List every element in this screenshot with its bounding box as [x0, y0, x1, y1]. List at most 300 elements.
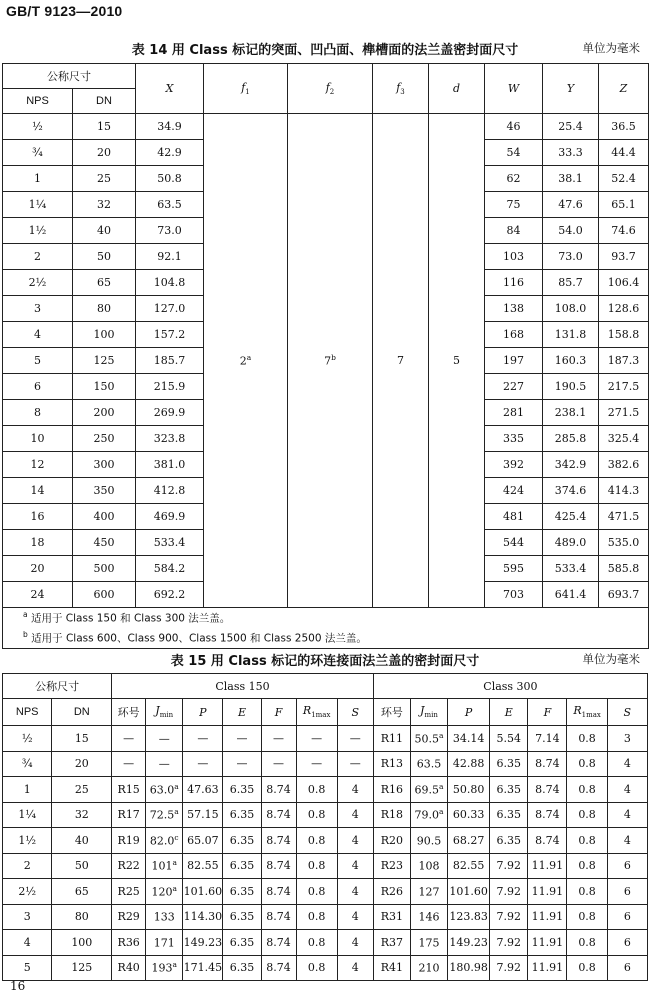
c300-s-cell: 6 — [607, 930, 647, 956]
d-cell: 544 — [485, 530, 543, 556]
c150-header-f: F — [261, 699, 296, 726]
table15-row — [3, 955, 648, 981]
c300-header-j: $J_{min}$ — [410, 699, 447, 726]
c300-f-cell: 7.14 — [528, 726, 567, 752]
c300-e-cell: 7.92 — [490, 853, 528, 879]
c300-f-cell: 8.74 — [528, 802, 567, 828]
dn-cell: 125 — [73, 348, 136, 374]
c150-f-cell: 8.74 — [261, 853, 296, 879]
header-x: X — [136, 64, 204, 114]
c300-ring-no-cell: R13 — [373, 751, 410, 777]
c300-ring-no-cell: R26 — [373, 879, 410, 905]
c150-header-p: P — [183, 699, 223, 726]
c300-p-cell: 60.33 — [448, 802, 490, 828]
w-cell: 285.8 — [543, 426, 599, 452]
c300-e-cell: 6.35 — [490, 828, 528, 854]
nps-cell: 1¼ — [3, 802, 52, 828]
nps-cell: 2½ — [3, 270, 73, 296]
dn-cell: 80 — [73, 296, 136, 322]
c300-j-min-cell: 79.0$^a$ — [410, 802, 447, 828]
c300-p-cell: 180.98 — [448, 955, 490, 981]
nps-cell: 1½ — [3, 828, 52, 854]
c300-ring-no-cell: R11 — [373, 726, 410, 752]
c300-r1max-cell: 0.8 — [567, 879, 607, 905]
c150-j-min-cell: 101$^a$ — [146, 853, 183, 879]
table15-row — [3, 879, 648, 905]
nps-cell: ½ — [3, 114, 73, 140]
x-cell: 50.8 — [136, 166, 204, 192]
c150-ring-no-cell: R29 — [112, 904, 146, 930]
c300-j-min-cell: 69.5$^a$ — [410, 777, 447, 803]
c150-p-cell: 82.55 — [183, 853, 223, 879]
w-cell: 25.4 — [543, 114, 599, 140]
c300-f-cell: 11.91 — [528, 904, 567, 930]
c150-e-cell: 6.35 — [223, 777, 261, 803]
c150-ring-no-cell: R22 — [112, 853, 146, 879]
table14-title: 表 14 用 Class 标记的突面、凹凸面、榫槽面的法兰盖密封面尺寸 — [131, 43, 519, 58]
c150-e-cell: 6.35 — [223, 828, 261, 854]
y-cell: 106.4 — [599, 270, 649, 296]
c150-e-cell: 6.35 — [223, 853, 261, 879]
nps-cell: 2 — [3, 853, 52, 879]
c150-r1max-cell: 0.8 — [296, 802, 337, 828]
c150-e-cell: — — [223, 726, 261, 752]
c150-e-cell: 6.35 — [223, 955, 261, 981]
nps-cell: 2½ — [3, 879, 52, 905]
header-f3: $f_3$ — [373, 64, 429, 114]
d-cell: 595 — [485, 556, 543, 582]
c150-p-cell: 47.63 — [183, 777, 223, 803]
y-cell: 52.4 — [599, 166, 649, 192]
page-number: 16 — [10, 979, 26, 993]
c300-ring-no-cell: R31 — [373, 904, 410, 930]
table14-unit: 单位为毫米 — [582, 41, 640, 55]
c300-header-f: F — [528, 699, 567, 726]
c150-s-cell: 4 — [337, 828, 373, 854]
y-cell: 535.0 — [599, 530, 649, 556]
f1-merged-cell: 2$^a$ — [204, 114, 288, 608]
c150-f-cell: — — [261, 726, 296, 752]
c150-ring-no-cell: R19 — [112, 828, 146, 854]
table15-row — [3, 777, 648, 803]
w-cell: 85.7 — [543, 270, 599, 296]
c300-f-cell: 8.74 — [528, 751, 567, 777]
w-cell: 54.0 — [543, 218, 599, 244]
c150-header-s: S — [337, 699, 373, 726]
table15-row — [3, 751, 648, 777]
c300-ring-no-cell: R20 — [373, 828, 410, 854]
c150-ring-no-cell: R17 — [112, 802, 146, 828]
c150-f-cell: 8.74 — [261, 955, 296, 981]
nps-cell: ¾ — [3, 140, 73, 166]
c150-ring-no-cell: R36 — [112, 930, 146, 956]
c300-s-cell: 6 — [607, 904, 647, 930]
c150-ring-no-cell: R40 — [112, 955, 146, 981]
header-d: d — [429, 64, 485, 114]
c300-f-cell: 8.74 — [528, 777, 567, 803]
c150-e-cell: 6.35 — [223, 879, 261, 905]
c300-j-min-cell: 63.5 — [410, 751, 447, 777]
c150-r1max-cell: 0.8 — [296, 930, 337, 956]
x-cell: 34.9 — [136, 114, 204, 140]
note-a — [3, 608, 649, 629]
c300-s-cell: 4 — [607, 802, 647, 828]
c300-s-cell: 6 — [607, 879, 647, 905]
nps-cell: 6 — [3, 374, 73, 400]
c150-s-cell: 4 — [337, 802, 373, 828]
d-cell: 197 — [485, 348, 543, 374]
note-b — [3, 628, 649, 649]
w-cell: 374.6 — [543, 478, 599, 504]
header-dn: DN — [73, 89, 136, 114]
c150-r1max-cell: — — [296, 751, 337, 777]
dn-cell: 450 — [73, 530, 136, 556]
x-cell: 692.2 — [136, 582, 204, 608]
f2-merged-cell: 7$^b$ — [288, 114, 373, 608]
x-cell: 269.9 — [136, 400, 204, 426]
d-cell: 392 — [485, 452, 543, 478]
c300-s-cell: 4 — [607, 828, 647, 854]
header-f1: $f_1$ — [204, 64, 288, 114]
c150-p-cell: — — [183, 726, 223, 752]
table14 — [2, 63, 649, 649]
f3-merged-cell: 5 — [429, 114, 485, 608]
dn-cell: 100 — [52, 930, 112, 956]
dn-cell: 25 — [52, 777, 112, 803]
x-cell: 63.5 — [136, 192, 204, 218]
y-cell: 325.4 — [599, 426, 649, 452]
nps-cell: 4 — [3, 322, 73, 348]
dn-cell: 250 — [73, 426, 136, 452]
c300-e-cell: 7.92 — [490, 879, 528, 905]
x-cell: 92.1 — [136, 244, 204, 270]
table14-note — [3, 628, 649, 649]
nps-cell: 1½ — [3, 218, 73, 244]
c150-r1max-cell: 0.8 — [296, 828, 337, 854]
nps-cell: 24 — [3, 582, 73, 608]
x-cell: 323.8 — [136, 426, 204, 452]
c150-s-cell: 4 — [337, 777, 373, 803]
w-cell: 131.8 — [543, 322, 599, 348]
c150-p-cell: 114.30 — [183, 904, 223, 930]
nps-cell: 18 — [3, 530, 73, 556]
d-cell: 75 — [485, 192, 543, 218]
y-cell: 271.5 — [599, 400, 649, 426]
x-cell: 157.2 — [136, 322, 204, 348]
c300-p-cell: 42.88 — [448, 751, 490, 777]
d-cell: 168 — [485, 322, 543, 348]
dn-cell: 200 — [73, 400, 136, 426]
dn-cell: 15 — [73, 114, 136, 140]
c300-r1max-cell: 0.8 — [567, 777, 607, 803]
d-cell: 46 — [485, 114, 543, 140]
nps-cell: 12 — [3, 452, 73, 478]
c150-s-cell: — — [337, 726, 373, 752]
w-cell: 160.3 — [543, 348, 599, 374]
c300-e-cell: 7.92 — [490, 904, 528, 930]
table15-row — [3, 828, 648, 854]
nps-cell: 10 — [3, 426, 73, 452]
dn-cell: 125 — [52, 955, 112, 981]
dn-cell: 40 — [73, 218, 136, 244]
c300-s-cell: 4 — [607, 751, 647, 777]
w-cell: 533.4 — [543, 556, 599, 582]
w-cell: 73.0 — [543, 244, 599, 270]
c300-header-ring-no: 环号 — [373, 699, 410, 726]
c150-ring-no-cell: R25 — [112, 879, 146, 905]
table15-row — [3, 853, 648, 879]
c150-e-cell: — — [223, 751, 261, 777]
nps-cell: 8 — [3, 400, 73, 426]
y-cell: 158.8 — [599, 322, 649, 348]
dn-cell: 50 — [73, 244, 136, 270]
w-cell: 425.4 — [543, 504, 599, 530]
nps-cell: ½ — [3, 726, 52, 752]
c300-p-cell: 50.80 — [448, 777, 490, 803]
t15-header-nps: NPS — [3, 699, 52, 726]
x-cell: 185.7 — [136, 348, 204, 374]
dn-cell: 100 — [73, 322, 136, 348]
w-cell: 47.6 — [543, 192, 599, 218]
c300-j-min-cell: 50.5$^a$ — [410, 726, 447, 752]
x-cell: 104.8 — [136, 270, 204, 296]
t15-header-class300: Class 300 — [373, 674, 647, 699]
nps-cell: 2 — [3, 244, 73, 270]
w-cell: 342.9 — [543, 452, 599, 478]
header-nominal-size: 公称尺寸 — [3, 64, 136, 89]
c300-f-cell: 11.91 — [528, 955, 567, 981]
c300-j-min-cell: 108 — [410, 853, 447, 879]
c150-r1max-cell: 0.8 — [296, 879, 337, 905]
d-cell: 84 — [485, 218, 543, 244]
c150-header-e: E — [223, 699, 261, 726]
c300-f-cell: 11.91 — [528, 930, 567, 956]
nps-cell: 20 — [3, 556, 73, 582]
nps-cell: 3 — [3, 904, 52, 930]
table15-caption — [0, 650, 650, 668]
w-cell: 38.1 — [543, 166, 599, 192]
y-cell: 693.7 — [599, 582, 649, 608]
table15-row — [3, 726, 648, 752]
c150-j-min-cell: — — [146, 726, 183, 752]
d-cell: 481 — [485, 504, 543, 530]
c150-s-cell: 4 — [337, 853, 373, 879]
dn-cell: 15 — [52, 726, 112, 752]
c150-j-min-cell: — — [146, 751, 183, 777]
y-cell: 217.5 — [599, 374, 649, 400]
y-cell: 44.4 — [599, 140, 649, 166]
note-text: 适用于 Class 150 和 Class 300 法兰盖。 — [30, 612, 231, 625]
dn-cell: 400 — [73, 504, 136, 530]
dn-cell: 25 — [73, 166, 136, 192]
dn-cell: 32 — [52, 802, 112, 828]
d-cell: 281 — [485, 400, 543, 426]
y-cell: 187.3 — [599, 348, 649, 374]
c150-header-j: $J_{min}$ — [146, 699, 183, 726]
y-cell: 128.6 — [599, 296, 649, 322]
y-cell: 382.6 — [599, 452, 649, 478]
dn-cell: 350 — [73, 478, 136, 504]
c150-j-min-cell: 171 — [146, 930, 183, 956]
d-cell: 116 — [485, 270, 543, 296]
d-cell: 703 — [485, 582, 543, 608]
c300-header-s: S — [607, 699, 647, 726]
c300-ring-no-cell: R16 — [373, 777, 410, 803]
c150-p-cell: 65.07 — [183, 828, 223, 854]
c300-s-cell: 6 — [607, 955, 647, 981]
c300-f-cell: 8.74 — [528, 828, 567, 854]
c150-e-cell: 6.35 — [223, 802, 261, 828]
y-cell: 93.7 — [599, 244, 649, 270]
c300-header-r: $R_{1max}$ — [567, 699, 607, 726]
header-w: W — [485, 64, 543, 114]
c300-f-cell: 11.91 — [528, 853, 567, 879]
c300-r1max-cell: 0.8 — [567, 751, 607, 777]
c300-s-cell: 4 — [607, 777, 647, 803]
c150-s-cell: 4 — [337, 955, 373, 981]
table15 — [2, 673, 648, 981]
nps-cell: 5 — [3, 348, 73, 374]
c150-j-min-cell: 120$^a$ — [146, 879, 183, 905]
c150-j-min-cell: 82.0$^c$ — [146, 828, 183, 854]
nps-cell: 14 — [3, 478, 73, 504]
w-cell: 33.3 — [543, 140, 599, 166]
dn-cell: 40 — [52, 828, 112, 854]
d-cell: 335 — [485, 426, 543, 452]
x-cell: 73.0 — [136, 218, 204, 244]
c150-r1max-cell: 0.8 — [296, 955, 337, 981]
dn-cell: 300 — [73, 452, 136, 478]
c300-r1max-cell: 0.8 — [567, 955, 607, 981]
c300-header-e: E — [490, 699, 528, 726]
dn-cell: 600 — [73, 582, 136, 608]
w-cell: 489.0 — [543, 530, 599, 556]
nps-cell: 16 — [3, 504, 73, 530]
dn-cell: 50 — [52, 853, 112, 879]
y-cell: 585.8 — [599, 556, 649, 582]
header-f2: $f_2$ — [288, 64, 373, 114]
c300-p-cell: 34.14 — [448, 726, 490, 752]
x-cell: 412.8 — [136, 478, 204, 504]
nps-cell: 1¼ — [3, 192, 73, 218]
dn-cell: 32 — [73, 192, 136, 218]
table14-caption — [0, 39, 650, 57]
x-cell: 584.2 — [136, 556, 204, 582]
d-cell: 103 — [485, 244, 543, 270]
c300-s-cell: 6 — [607, 853, 647, 879]
c300-ring-no-cell: R41 — [373, 955, 410, 981]
c300-r1max-cell: 0.8 — [567, 726, 607, 752]
dn-cell: 20 — [52, 751, 112, 777]
c300-ring-no-cell: R18 — [373, 802, 410, 828]
d-cell: 424 — [485, 478, 543, 504]
t15-header-class150: Class 150 — [112, 674, 374, 699]
c150-f-cell: 8.74 — [261, 904, 296, 930]
c300-ring-no-cell: R23 — [373, 853, 410, 879]
c150-r1max-cell: 0.8 — [296, 904, 337, 930]
t15-header-dn: DN — [52, 699, 112, 726]
c300-j-min-cell: 146 — [410, 904, 447, 930]
t15-header-nominal-size: 公称尺寸 — [3, 674, 112, 699]
c150-j-min-cell: 63.0$^a$ — [146, 777, 183, 803]
table15-row — [3, 930, 648, 956]
c300-e-cell: 5.54 — [490, 726, 528, 752]
x-cell: 469.9 — [136, 504, 204, 530]
c150-j-min-cell: 133 — [146, 904, 183, 930]
nps-cell: ¾ — [3, 751, 52, 777]
c150-e-cell: 6.35 — [223, 930, 261, 956]
nps-cell: 3 — [3, 296, 73, 322]
y-cell: 36.5 — [599, 114, 649, 140]
standard-code: GB/T 9123—2010 — [6, 3, 123, 19]
table15-row — [3, 904, 648, 930]
d-cell: 54 — [485, 140, 543, 166]
y-cell: 414.3 — [599, 478, 649, 504]
c300-r1max-cell: 0.8 — [567, 930, 607, 956]
dn-cell: 20 — [73, 140, 136, 166]
c300-j-min-cell: 175 — [410, 930, 447, 956]
c300-r1max-cell: 0.8 — [567, 802, 607, 828]
c300-e-cell: 7.92 — [490, 930, 528, 956]
c150-p-cell: 57.15 — [183, 802, 223, 828]
c300-e-cell: 6.35 — [490, 751, 528, 777]
w-cell: 108.0 — [543, 296, 599, 322]
c150-j-min-cell: 193$^a$ — [146, 955, 183, 981]
c150-p-cell: — — [183, 751, 223, 777]
c150-j-min-cell: 72.5$^a$ — [146, 802, 183, 828]
c150-r1max-cell: 0.8 — [296, 853, 337, 879]
c300-r1max-cell: 0.8 — [567, 853, 607, 879]
c150-ring-no-cell: — — [112, 726, 146, 752]
c150-f-cell: 8.74 — [261, 828, 296, 854]
table15-title: 表 15 用 Class 标记的环连接面法兰盖的密封面尺寸 — [170, 654, 480, 669]
nps-cell: 5 — [3, 955, 52, 981]
dn-cell: 150 — [73, 374, 136, 400]
c300-j-min-cell: 90.5 — [410, 828, 447, 854]
c300-header-p: P — [448, 699, 490, 726]
nps-cell: 1 — [3, 777, 52, 803]
note-mark: a — [23, 610, 28, 620]
c150-s-cell: 4 — [337, 879, 373, 905]
c150-s-cell: 4 — [337, 904, 373, 930]
c300-r1max-cell: 0.8 — [567, 904, 607, 930]
c150-header-ring-no: 环号 — [112, 699, 146, 726]
dn-cell: 500 — [73, 556, 136, 582]
c150-header-r: $R_{1max}$ — [296, 699, 337, 726]
c150-p-cell: 149.23 — [183, 930, 223, 956]
c300-f-cell: 11.91 — [528, 879, 567, 905]
dn-cell: 65 — [73, 270, 136, 296]
c300-p-cell: 123.83 — [448, 904, 490, 930]
x-cell: 215.9 — [136, 374, 204, 400]
c150-s-cell: 4 — [337, 930, 373, 956]
header-nps: NPS — [3, 89, 73, 114]
header-z: Z — [599, 64, 649, 114]
table15-unit: 单位为毫米 — [582, 652, 640, 666]
c150-f-cell: 8.74 — [261, 802, 296, 828]
y-cell: 65.1 — [599, 192, 649, 218]
note-text: 适用于 Class 600、Class 900、Class 1500 和 Class 2500 法兰盖。 — [31, 632, 367, 645]
c150-f-cell: — — [261, 751, 296, 777]
c300-p-cell: 68.27 — [448, 828, 490, 854]
c300-p-cell: 101.60 — [448, 879, 490, 905]
c300-r1max-cell: 0.8 — [567, 828, 607, 854]
c150-p-cell: 171.45 — [183, 955, 223, 981]
table15-row — [3, 802, 648, 828]
c300-e-cell: 6.35 — [490, 777, 528, 803]
d-cell: 138 — [485, 296, 543, 322]
c150-s-cell: — — [337, 751, 373, 777]
